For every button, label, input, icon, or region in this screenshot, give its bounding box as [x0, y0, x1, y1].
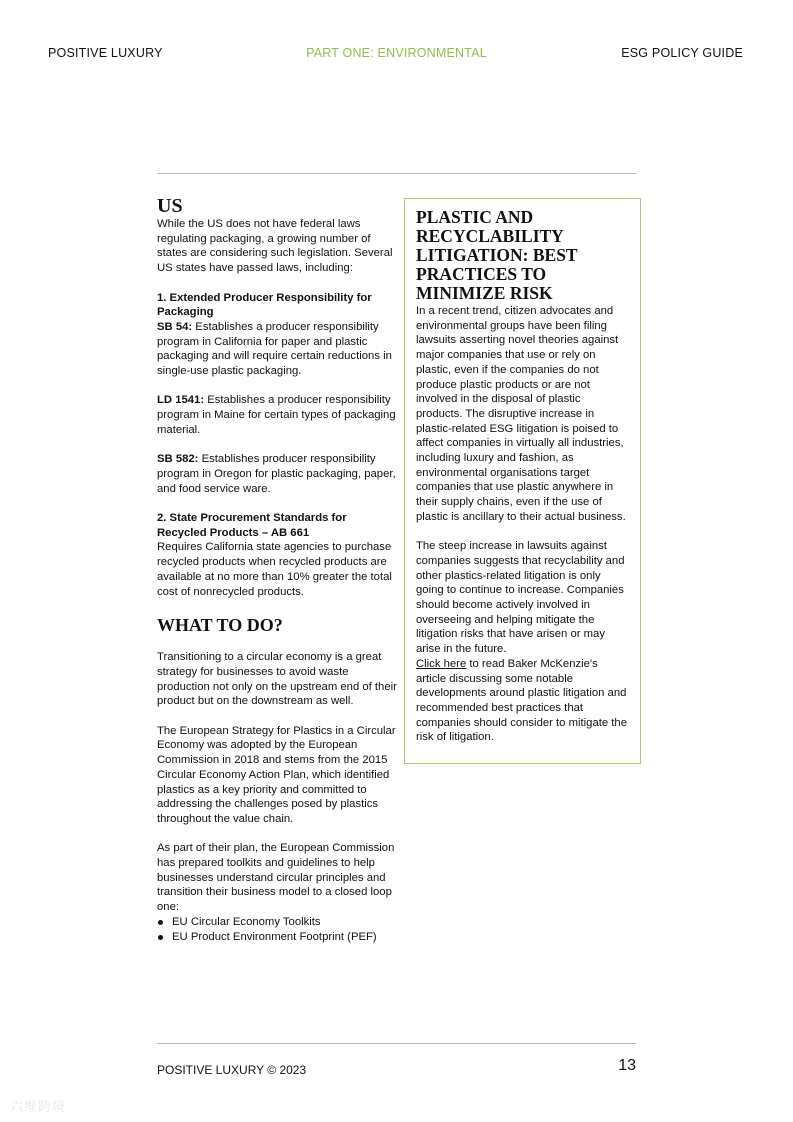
sb54-label: SB 54: — [157, 320, 193, 333]
top-divider — [157, 173, 636, 174]
left-column — [157, 195, 397, 944]
what-paragraph-1: Transitioning to a circular economy is a great strategy for businesses to avoid waste production not only on the upstream end of their product but on the downstream as well. — [157, 651, 397, 708]
ld1541-paragraph — [157, 393, 397, 437]
sb582-paragraph — [157, 452, 397, 496]
litigation-callout-box — [404, 198, 641, 764]
what-paragraph-3: As part of their plan, the European Commission has prepared toolkits and guidelines to help businesses understand circular principles and transition their business model to a closed loop one: — [157, 842, 395, 914]
what-to-do-heading: WHAT TO DO? — [157, 615, 283, 636]
callout-paragraph-3 — [416, 657, 630, 745]
us-intro: While the US does not have federal laws regulating packaging, a growing number of states are considering such legislation. Several US states have passed laws, including: — [157, 218, 393, 275]
sb54-paragraph — [157, 320, 397, 379]
click-here-link[interactable]: Click here — [416, 657, 467, 670]
callout-paragraph-2: The steep increase in lawsuits against companies suggests that recyclability and other plastics-related litigation is only going to continue to increase. Companies should become actively involved in overseeing and helping mitigate the litigation risks that have arisen or may arise in the future. — [416, 540, 625, 656]
item2-text: Requires California state agencies to purchase recycled products when recycled products are available at no more than 10% greater the total cost of nonrecycled products. — [157, 541, 392, 598]
callout-paragraph-1: In a recent trend, citizen advocates and environmental groups have been filing lawsuits asserting novel theories against major companies that use or rely on plastic, even if the companies do not produce plastic products or are not involved in the disposal of plastic products. The disruptive increase in plastic-related ESG litigation is poised to affect companies in virtually all industries, including luxury and fashion, as environmental organisations target companies that use plastic anywhere in their supply chains, even if the use of plastic is ancillary to their actual business. — [416, 305, 626, 523]
header-brand: POSITIVE LUXURY — [48, 46, 163, 60]
list-item: EU Product Environment Footprint (PEF) — [157, 930, 397, 945]
item2-title: 2. State Procurement Standards for Recycled Products – AB 661 — [157, 512, 347, 539]
header-guide-title: ESG POLICY GUIDE — [621, 46, 743, 60]
sb54-text: Establishes a producer responsibility program in California for paper and plastic packaging and will require certain reductions in single-use plastic packaging. — [157, 320, 392, 378]
toolkit-list — [157, 915, 397, 944]
bottom-divider — [157, 1043, 636, 1044]
footer-copyright: POSITIVE LUXURY © 2023 — [157, 1063, 307, 1077]
what-paragraph-2: The European Strategy for Plastics in a Circular Economy was adopted by the European Commission in 2018 and stems from the 2015 Circular Economy Action Plan, which identified plastics as a key priority and committed to addressing the challenges posed by plastics throughout the value chain. — [157, 724, 396, 825]
us-heading: US — [157, 195, 183, 217]
page-number: 13 — [618, 1057, 636, 1074]
ld1541-text: Establishes a producer responsibility program in Maine for certain types of packaging material. — [157, 394, 396, 436]
watermark: 六维跨境 — [10, 1099, 67, 1114]
sb582-text: Establishes producer responsibility program in Oregon for plastic packaging, paper, and food service ware. — [157, 453, 396, 495]
callout-link-tail: to read Baker McKenzie's article discussing some notable developments around plastic litigation and recommended best practices that companies should consider to mitigate the risk of litigation. — [416, 657, 627, 744]
ld1541-label: LD 1541: — [157, 394, 205, 407]
item1-title: 1. Extended Producer Responsibility for Packaging — [157, 291, 372, 319]
header-section: PART ONE: ENVIRONMENTAL — [306, 46, 487, 60]
sb582-label: SB 582: — [157, 453, 199, 466]
list-item: EU Circular Economy Toolkits — [157, 915, 397, 930]
callout-heading: PLASTIC AND RECYCLABILITY LITIGATION: BEST PRACTICES TO MINIMIZE RISK — [416, 207, 578, 303]
